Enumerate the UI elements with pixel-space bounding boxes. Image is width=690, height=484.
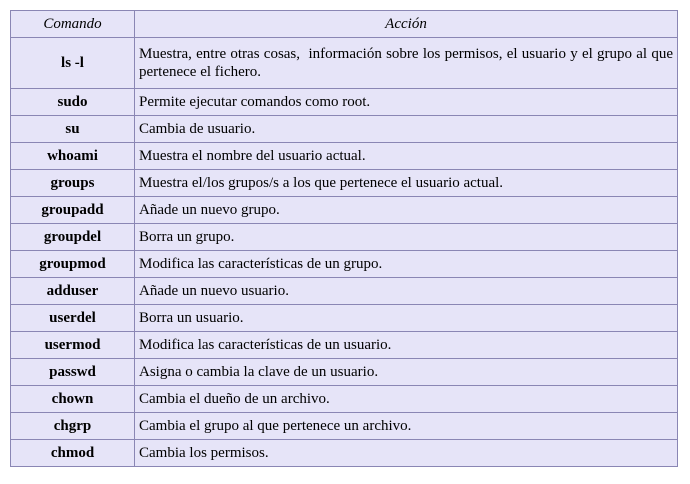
table-header [11,11,678,38]
action-cell: Asigna o cambia la clave de un usuario. [135,359,678,386]
command-cell: usermod [11,332,135,359]
action-cell: Modifica las características de un grupo. [135,251,678,278]
action-cell: Permite ejecutar comandos como root. [135,89,678,116]
table-row [11,143,678,170]
command-cell: whoami [11,143,135,170]
table-body [11,38,678,467]
action-cell: Muestra el nombre del usuario actual. [135,143,678,170]
table-row [11,332,678,359]
command-cell: sudo [11,89,135,116]
command-cell: groupdel [11,224,135,251]
command-cell: ls -l [11,38,135,89]
action-cell: Cambia el dueño de un archivo. [135,386,678,413]
commands-table [10,10,678,467]
action-cell: Añade un nuevo usuario. [135,278,678,305]
action-cell: Modifica las características de un usuario. [135,332,678,359]
table-row [11,38,678,89]
command-cell: groupadd [11,197,135,224]
header-action: Acción [135,11,678,38]
table-row [11,305,678,332]
table-row [11,413,678,440]
command-cell: chmod [11,440,135,467]
command-cell: chgrp [11,413,135,440]
action-cell: Cambia de usuario. [135,116,678,143]
action-cell: Cambia los permisos. [135,440,678,467]
table-row [11,440,678,467]
command-cell: groupmod [11,251,135,278]
table-row [11,197,678,224]
action-cell: Muestra, entre otras cosas, información sobre los permisos, el usuario y el grupo al que pertenece el fichero. [135,38,678,89]
header-row [11,11,678,38]
table-row [11,116,678,143]
table-row [11,386,678,413]
command-cell: adduser [11,278,135,305]
header-command: Comando [11,11,135,38]
action-cell: Cambia el grupo al que pertenece un archivo. [135,413,678,440]
table-row [11,278,678,305]
action-cell: Añade un nuevo grupo. [135,197,678,224]
command-cell: groups [11,170,135,197]
table-row [11,170,678,197]
command-cell: passwd [11,359,135,386]
action-cell: Borra un grupo. [135,224,678,251]
action-cell: Muestra el/los grupos/s a los que pertenece el usuario actual. [135,170,678,197]
table-row [11,89,678,116]
table-row [11,359,678,386]
command-cell: su [11,116,135,143]
table-row [11,251,678,278]
action-cell: Borra un usuario. [135,305,678,332]
command-cell: chown [11,386,135,413]
command-cell: userdel [11,305,135,332]
table-row [11,224,678,251]
